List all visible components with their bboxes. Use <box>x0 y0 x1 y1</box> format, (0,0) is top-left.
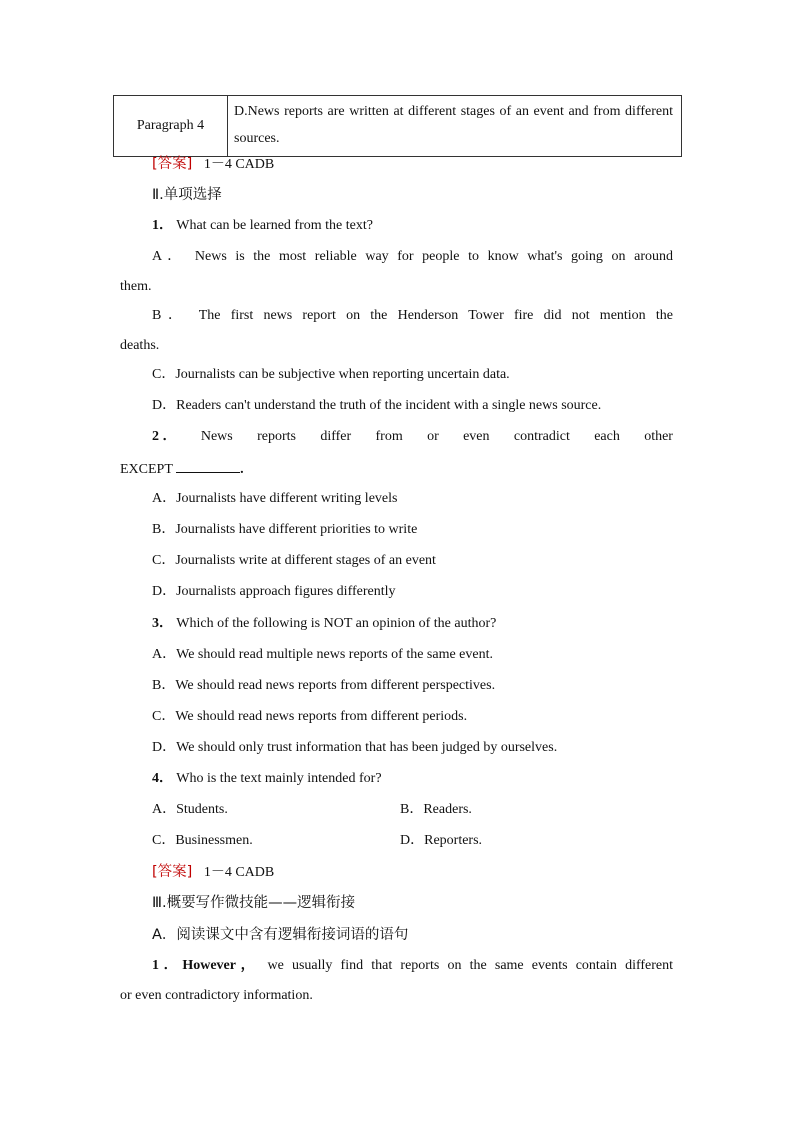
question-2-stem <box>152 427 673 447</box>
stem-word: reports <box>257 429 296 444</box>
item-number: 1． <box>152 958 183 973</box>
q4-option-b: B．Readers. <box>400 802 472 817</box>
blank-period: . <box>240 462 244 477</box>
q2-option-d: D．Journalists approach figures differently <box>152 584 396 599</box>
stem-word: or <box>427 429 439 444</box>
question-number: 1． <box>152 218 173 233</box>
stem-word: other <box>644 429 673 444</box>
question-2-stem-line2 <box>120 458 673 480</box>
stem-word: each <box>594 429 620 444</box>
q3-option-c: C．We should read news reports from different periods. <box>152 709 468 724</box>
answer-text: 1－4 CADB <box>203 865 275 880</box>
answer-text: 1－4 CADB <box>203 157 275 172</box>
section-heading-3: Ⅲ.概要写作微技能——逻辑衔接 <box>152 895 356 911</box>
q2-option-b: B．Journalists have different priorities to write <box>152 522 418 537</box>
question-text: Who is the text mainly intended for? <box>176 771 382 786</box>
question-1-stem <box>152 216 673 236</box>
q3-option-d: D．We should only trust information that has been judged by ourselves. <box>152 740 558 755</box>
stem-word: from <box>375 429 403 444</box>
q4-option-a: A．Students. <box>152 802 228 817</box>
item-1-line2: or even contradictory information. <box>120 988 313 1003</box>
stem-word: contradict <box>513 429 570 444</box>
paragraph-table <box>113 95 682 157</box>
q2-option-a: A．Journalists have different writing levels <box>152 491 398 506</box>
q4-option-d: D．Reporters. <box>400 833 483 848</box>
q4-options-row2 <box>152 831 673 851</box>
answer-blank[interactable] <box>176 458 240 473</box>
q1-option-b-line2: deaths. <box>120 338 160 353</box>
question-text: What can be learned from the text? <box>176 218 373 233</box>
question-number: 4． <box>152 771 173 786</box>
q1-option-d: D．Readers can't understand the truth of the incident with a single news source. <box>152 398 602 413</box>
answer-tag: [答案] <box>152 156 193 172</box>
q1-option-a-line2: them. <box>120 279 152 294</box>
q4-options-row1 <box>152 800 673 820</box>
answer-line-1 <box>152 154 673 175</box>
answer-line-2 <box>152 862 673 883</box>
q3-option-a: A．We should read multiple news reports of the same event. <box>152 647 494 662</box>
q4-option-c: C．Businessmen. <box>152 833 253 848</box>
question-text: Which of the following is NOT an opinion of the author? <box>176 616 497 631</box>
connector-word: However， <box>182 958 260 973</box>
question-3-stem <box>152 614 673 634</box>
sub-heading-a: A．阅读课文中含有逻辑衔接词语的语句 <box>152 927 409 943</box>
section-heading-2: Ⅱ.单项选择 <box>152 187 222 203</box>
paragraph-label-cell: Paragraph 4 <box>114 96 228 157</box>
item-1-line1 <box>152 956 673 976</box>
q3-option-b: B．We should read news reports from different perspectives. <box>152 678 496 693</box>
answer-tag: [答案] <box>152 864 193 880</box>
except-word: EXCEPT <box>120 462 173 477</box>
paragraph-description-cell: D.News reports are written at different stages of an event and from different sources. <box>228 96 682 157</box>
item-text: we usually find that reports on the same events contain different <box>267 958 674 973</box>
stem-word: News <box>200 429 233 444</box>
question-4-stem <box>152 769 673 789</box>
q1-option-a-line1: A． News is the most reliable way for people to know what's going on around <box>152 249 673 264</box>
stem-word: even <box>463 429 490 444</box>
q1-option-b-line1: B． The first news report on the Henderson Tower fire did not mention the <box>152 308 673 323</box>
table-row <box>114 96 682 157</box>
question-number: 3． <box>152 616 173 631</box>
stem-word: differ <box>320 429 352 444</box>
question-number: 2 ． <box>152 429 177 444</box>
q2-option-c: C．Journalists write at different stages of an event <box>152 553 436 568</box>
q1-option-c: C．Journalists can be subjective when reporting uncertain data. <box>152 367 510 382</box>
